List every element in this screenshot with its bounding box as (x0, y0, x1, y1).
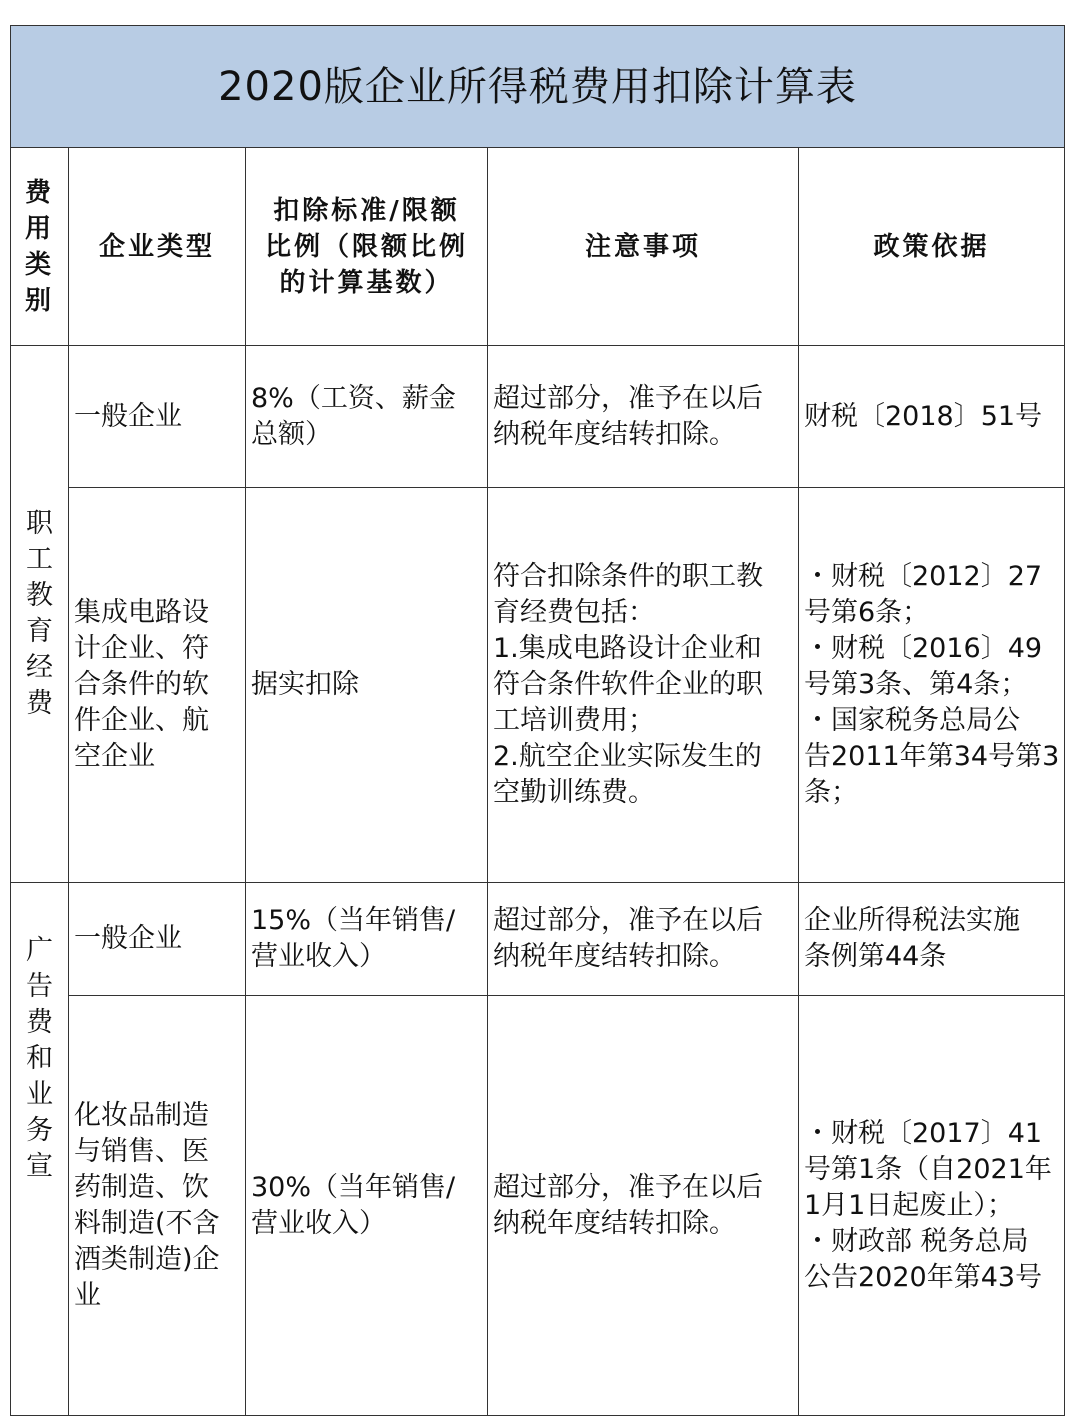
policy-cell (799, 883, 1065, 996)
cell-line: 育经费包括： (493, 597, 655, 628)
cell-line: 费 (26, 1007, 53, 1038)
enterprise-type-cell (69, 346, 246, 488)
cell-line: 费 (26, 688, 53, 719)
cell-line: 件企业、航 (74, 705, 209, 736)
enterprise-type-cell (69, 488, 246, 883)
cell-line: 注意事项 (584, 231, 701, 262)
cell-line: 号第3条、第4条； (804, 669, 1028, 700)
cell-line: 超过部分，准予在以后 (493, 1171, 763, 1203)
policy-cell (799, 996, 1065, 1416)
cell-line: 总额） (251, 418, 332, 450)
header-category (11, 148, 69, 346)
table-row (11, 996, 1065, 1416)
cell-line: 用 (24, 213, 54, 244)
policy-cell (799, 346, 1065, 488)
cell-line: 1.集成电路设计企业和 (493, 633, 762, 664)
cell-line: 比例（限额比例 (264, 231, 468, 262)
enterprise-type-cell (69, 996, 246, 1416)
standard-cell (246, 883, 488, 996)
cell-line: 工培训费用； (493, 705, 655, 736)
cell-line: 务 (26, 1115, 53, 1146)
cell-line: 扣除标准/限额 (273, 195, 460, 226)
notes-cell (488, 488, 799, 883)
cell-line: 15%（当年销售/ (251, 905, 456, 936)
cell-line: 一般企业 (74, 923, 182, 954)
cell-line: 别 (24, 285, 54, 316)
cell-line: 超过部分，准予在以后 (493, 905, 763, 936)
cell-line: 一般企业 (74, 400, 182, 432)
cell-line: ・财税〔2012〕27 (804, 561, 1043, 592)
cell-line: 纳税年度结转扣除。 (493, 418, 736, 450)
cell-line: 超过部分，准予在以后 (493, 382, 763, 414)
cell-line: ・财税〔2016〕49 (804, 633, 1043, 664)
header-enterprise-type (69, 148, 246, 346)
cell-line: ・财税〔2017〕41 (804, 1117, 1043, 1149)
cell-line: 教 (26, 580, 53, 611)
cell-line: 宣 (26, 1151, 53, 1182)
cell-line: 纳税年度结转扣除。 (493, 1207, 736, 1239)
cell-line: 育 (26, 616, 53, 647)
cell-line: 公告2020年第43号 (804, 1261, 1043, 1293)
cell-line: 广 (26, 935, 53, 966)
cell-line: 据实扣除 (251, 669, 359, 700)
standard-cell (246, 996, 488, 1416)
cell-line: 与销售、医 (74, 1135, 209, 1167)
cell-line: 酒类制造)企 (74, 1243, 220, 1275)
cell-line: 费 (24, 177, 54, 208)
header-policy (799, 148, 1065, 346)
cell-line: 符合条件软件企业的职 (493, 669, 763, 700)
cell-line: 号第6条； (804, 597, 930, 628)
cell-line: 符合扣除条件的职工教 (493, 561, 763, 592)
cell-line: 告2011年第34号第3 (804, 741, 1060, 772)
cell-line: 职 (26, 508, 53, 539)
cell-line: 条例第44条 (804, 941, 947, 972)
cell-line: 业 (74, 1279, 101, 1311)
category-cell (11, 883, 69, 1416)
table-row (11, 346, 1065, 488)
cell-line: ・国家税务总局公 (804, 705, 1020, 736)
cell-line: 8%（工资、薪金 (251, 382, 456, 414)
cell-line: 营业收入） (251, 1207, 386, 1239)
cell-line: 2.航空企业实际发生的 (493, 741, 762, 772)
policy-cell (799, 488, 1065, 883)
standard-cell (246, 488, 488, 883)
standard-cell (246, 346, 488, 488)
cell-line: 合条件的软 (74, 669, 209, 700)
header-notes (488, 148, 799, 346)
cell-line: 业 (26, 1079, 53, 1110)
cell-line: 药制造、饮 (74, 1171, 209, 1203)
cell-line: 的计算基数） (279, 267, 454, 298)
cell-line: 经 (26, 652, 53, 683)
cell-line: 政策依据 (873, 231, 990, 262)
enterprise-type-cell (69, 883, 246, 996)
notes-cell (488, 346, 799, 488)
table-row (11, 883, 1065, 996)
cell-line: 1月1日起废止）； (804, 1189, 1014, 1221)
table-row (11, 488, 1065, 883)
header-row (11, 148, 1065, 346)
category-cell (11, 346, 69, 883)
notes-cell (488, 883, 799, 996)
cell-line: 号第1条（自2021年 (804, 1153, 1052, 1185)
cell-line: 工 (26, 544, 53, 575)
cell-line: 30%（当年销售/ (251, 1171, 456, 1203)
header-standard (246, 148, 488, 346)
cell-line: 财税〔2018〕51号 (804, 400, 1043, 432)
cell-line: 计企业、符 (74, 633, 209, 664)
cell-line: 和 (26, 1043, 53, 1074)
cell-line: 集成电路设 (74, 597, 209, 628)
table-title: 2020版企业所得税费用扣除计算表 (11, 26, 1065, 148)
cell-line: ・财政部 税务总局 (804, 1225, 1029, 1257)
cell-line: 化妆品制造 (74, 1099, 209, 1131)
cell-line: 空企业 (74, 741, 155, 772)
cell-line: 类 (24, 249, 54, 280)
cell-line: 营业收入） (251, 941, 386, 972)
cell-line: 企业所得税法实施 (804, 905, 1020, 936)
cell-line: 告 (26, 971, 53, 1002)
notes-cell (488, 996, 799, 1416)
deduction-table (10, 25, 1065, 1416)
cell-line: 料制造(不含 (74, 1207, 220, 1239)
cell-line: 条； (804, 777, 858, 808)
cell-line: 纳税年度结转扣除。 (493, 941, 736, 972)
cell-line: 企业类型 (98, 231, 215, 262)
cell-line: 空勤训练费。 (493, 777, 655, 808)
